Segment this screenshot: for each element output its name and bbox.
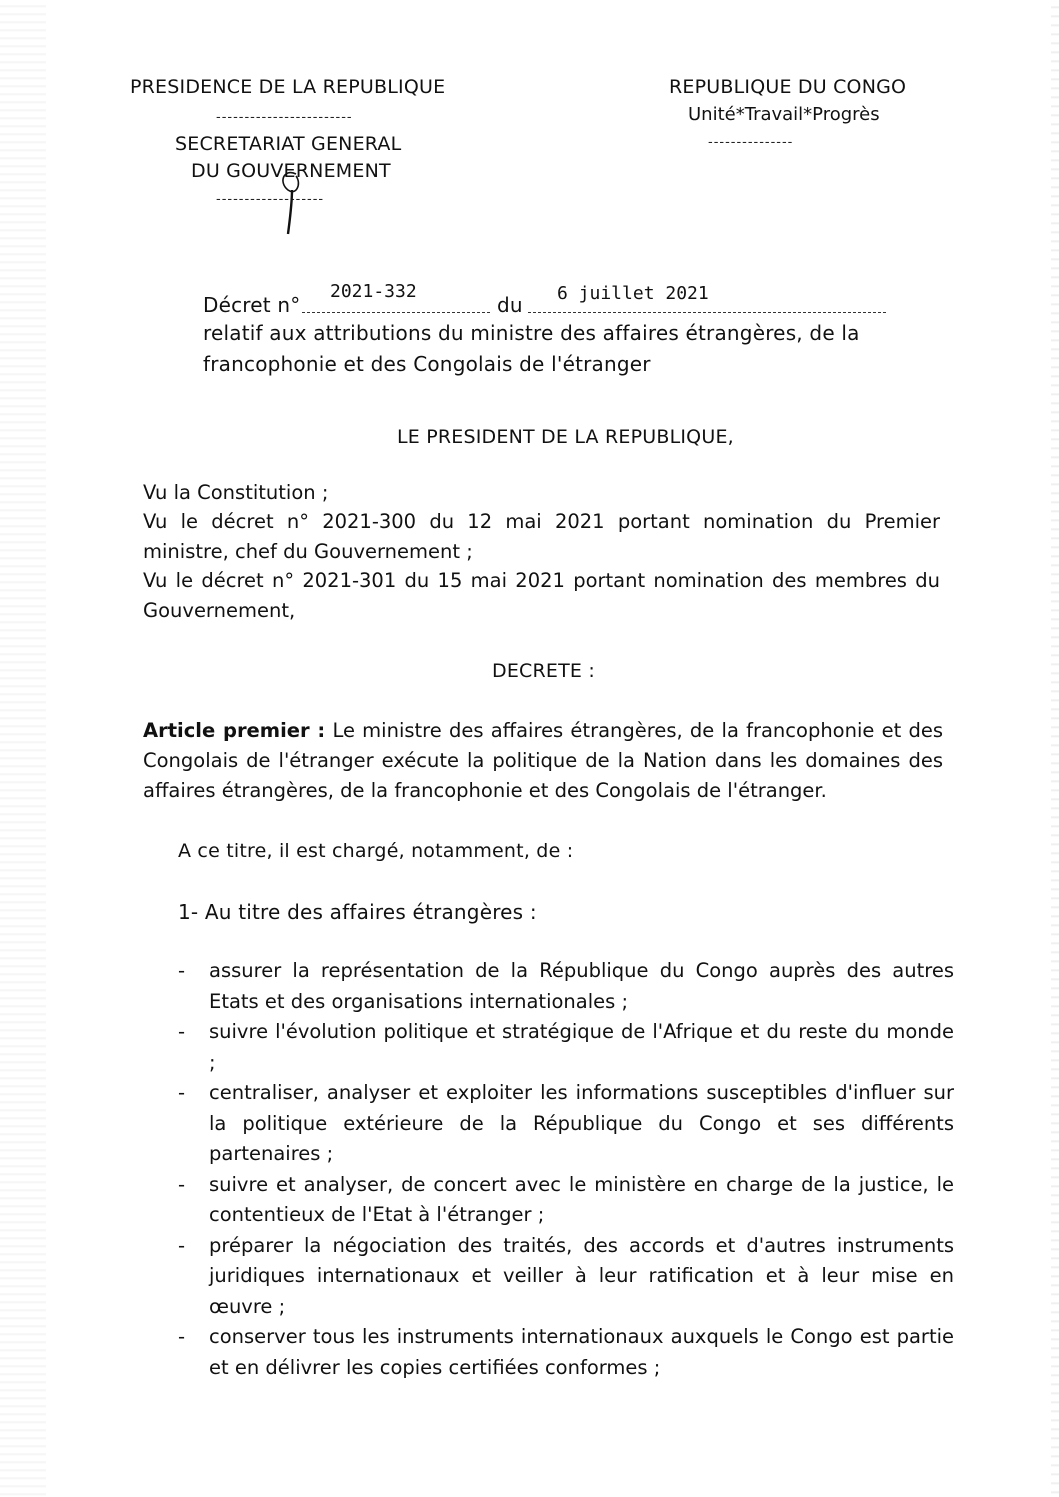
attributions-list bbox=[178, 956, 954, 1383]
header-right-separator: --------------- bbox=[708, 135, 794, 150]
header-gouvernement: DU GOUVERNEMENT bbox=[191, 160, 391, 182]
visa-decree-gouvernement: Vu le décret n° 2021-301 du 15 mai 2021 portant nomination des membres du Gouvernement, bbox=[143, 569, 940, 622]
list-item: - assurer la représentation de la République du Congo auprès des autres Etats et des organisations internationales ; bbox=[178, 956, 954, 1017]
section-affaires-etrangeres-heading: 1- Au titre des affaires étrangères : bbox=[178, 900, 537, 924]
list-item: - suivre et analyser, de concert avec le ministère en charge de la justice, le contentieux de l'Etat à l'étranger ; bbox=[178, 1170, 954, 1231]
header-left-separator: ------------------------ bbox=[216, 110, 353, 125]
header-presidence: PRESIDENCE DE LA REPUBLIQUE bbox=[130, 76, 446, 98]
attributions-intro: A ce titre, il est chargé, notamment, de : bbox=[178, 840, 574, 862]
list-item: - centraliser, analyser et exploiter les informations susceptibles d'influer sur la politique extérieure de la République du Congo et ses différents partenaires ; bbox=[178, 1078, 954, 1170]
header-republique-congo: REPUBLIQUE DU CONGO bbox=[669, 76, 907, 98]
president-heading: LE PRESIDENT DE LA REPUBLIQUE, bbox=[397, 426, 734, 448]
header-motto: Unité*Travail*Progrès bbox=[688, 104, 880, 125]
decree-number: 2021-332 bbox=[330, 281, 417, 302]
decree-number-underline bbox=[302, 312, 490, 313]
list-item: - conserver tous les instruments internationaux auxquels le Congo est partie et en délivrer les copies certifiées conformes ; bbox=[178, 1322, 954, 1383]
visa-decree-premier-ministre: Vu le décret n° 2021-300 du 12 mai 2021 portant nomination du Premier ministre, chef du Gouvernement ; bbox=[143, 510, 940, 563]
decree-title-line1: relatif aux attributions du ministre des affaires étrangères, de la bbox=[203, 321, 860, 345]
article-premier-text: Le ministre des affaires étrangères, de la francophonie et des Congolais de l'étranger exécute la politique de la Nation dans les domaines des affaires étrangères, de la francophonie et des Congolais de l'étranger. bbox=[143, 719, 943, 802]
decree-title-line2: francophonie et des Congolais de l'étranger bbox=[203, 352, 651, 376]
decree-date: 6 juillet 2021 bbox=[557, 283, 709, 304]
scan-edge-left bbox=[0, 0, 46, 1497]
decree-date-underline bbox=[528, 312, 886, 313]
list-item: - suivre l'évolution politique et stratégique de l'Afrique et du reste du monde ; bbox=[178, 1017, 954, 1078]
visa-constitution: Vu la Constitution ; bbox=[143, 481, 329, 504]
header-left-separator-2: ------------------- bbox=[216, 192, 325, 207]
decree-du: du bbox=[497, 293, 523, 317]
scan-edge-right bbox=[1051, 0, 1059, 1497]
article-premier-label: Article premier : bbox=[143, 719, 326, 742]
decree-prefix: Décret n° bbox=[203, 293, 301, 317]
decrete-heading: DECRETE : bbox=[492, 660, 595, 682]
handwritten-mark-icon bbox=[270, 160, 310, 240]
list-item: - préparer la négociation des traités, des accords et d'autres instruments juridiques internationaux et veiller à leur ratification et à leur mise en œuvre ; bbox=[178, 1231, 954, 1323]
article-premier bbox=[143, 716, 943, 806]
header-secretariat: SECRETARIAT GENERAL bbox=[175, 133, 402, 155]
